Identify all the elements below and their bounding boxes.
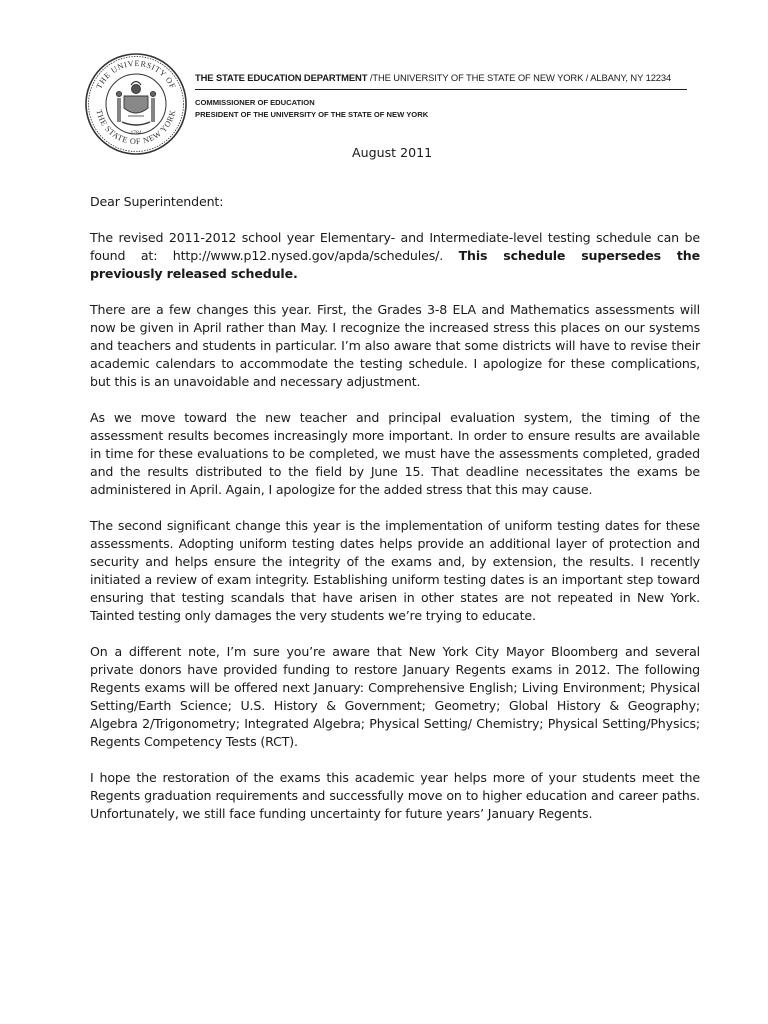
paragraph-5: On a different note, I’m sure you’re aware that New York City Mayor Bloomberg and several private donors have provided funding to restore January Regents exams in 2012. The following Regents exams will be offered next January: Comprehensive English; Living Environment; Physical Setting/Earth Science; U.S. History & Government; Geometry; Global History & Geography; Algebra 2/Trigonometry; Integrated Algebra; Physical Setting/ Chemistry; Physical Setting/Physics; Regents Competency Tests (RCT).: [90, 644, 700, 749]
commissioner-title: COMMISSIONER OF EDUCATION: [195, 98, 315, 107]
president-title: PRESIDENT OF THE UNIVERSITY OF THE STATE OF NEW YORK: [195, 110, 429, 119]
paragraph-1-bold: This schedule supersedes the previously released schedule.: [90, 248, 700, 281]
paragraph-1: [90, 229, 700, 283]
letterhead-address-line: [195, 72, 687, 90]
paragraph-2: There are a few changes this year. First, the Grades 3-8 ELA and Mathematics assessments will now be given in April rather than May. I recognize the increased stress this places on our systems and teachers and students in particular. I’m also aware that some districts will have to revise their academic calendars to accommodate the testing schedule. I apologize for these complications, but this is an unavoidable and necessary adjustment.: [90, 302, 700, 389]
letterhead: [195, 72, 687, 121]
paragraph-6: I hope the restoration of the exams this academic year helps more of your students meet the Regents graduation requirements and successfully move on to higher education and career paths. Unfortunately, we still face funding uncertainty for future years’ January Regents.: [90, 770, 700, 821]
paragraph-3: As we move toward the new teacher and principal evaluation system, the timing of the assessment results becomes increasingly more important. In order to ensure results are available in time for these evaluations to be completed, we must have the assessments completed, graded and the results distributed to the field by June 15. That deadline necessitates the exams be administered in April. Again, I apologize for the added stress that this may cause.: [90, 410, 700, 497]
svg-text:1784: 1784: [130, 130, 142, 136]
svg-text:THE UNIVERSITY OF: THE UNIVERSITY OF: [94, 58, 178, 91]
salutation: Dear Superintendent:: [90, 194, 224, 209]
department-name: THE STATE EDUCATION DEPARTMENT: [195, 72, 368, 83]
university-seal: [84, 52, 188, 156]
letter-body: [90, 193, 700, 841]
svg-text:THE STATE OF NEW YORK: THE STATE OF NEW YORK: [94, 108, 178, 147]
university-address: /THE UNIVERSITY OF THE STATE OF NEW YORK / ALBANY, NY 12234: [367, 72, 672, 83]
paragraph-1-text: The revised 2011-2012 school year Elementary- and Intermediate-level testing schedule can be found at: http://www.p12.nysed.gov/apda/schedules/.: [90, 230, 700, 263]
letter-date: August 2011: [352, 145, 433, 160]
paragraph-4: The second significant change this year is the implementation of uniform testing dates for these assessments. Adopting uniform testing dates helps provide an additional layer of protection and security and helps ensure the integrity of the exams and, by extension, the results. I recently initiated a review of exam integrity. Establishing uniform testing dates is an important step toward ensuring that testing scandals that have arisen in other states are not repeated in New York. Tainted testing only damages the very students we’re trying to educate.: [90, 518, 700, 623]
